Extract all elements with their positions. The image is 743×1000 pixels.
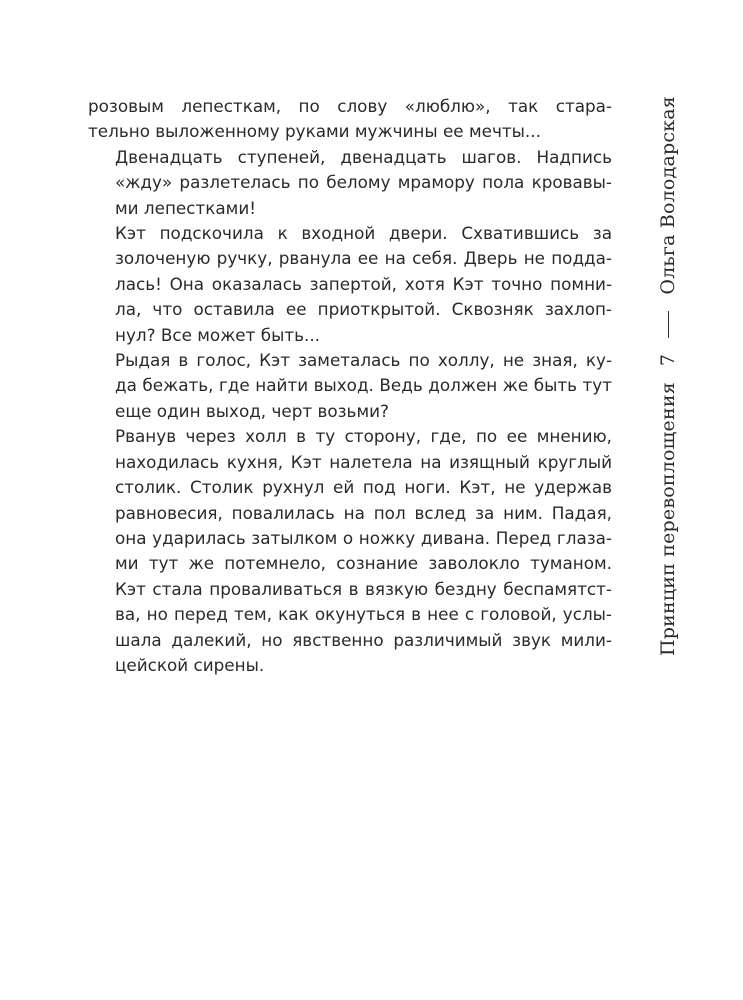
line-row [88,94,612,119]
line-row [88,145,612,170]
line-row [88,297,612,322]
line-row [88,450,612,475]
line-row [88,196,612,221]
text-line: Рыдая в голос, Кэт заметалась по холлу, не зная, ку- [115,350,612,371]
text-line: ва, но перед тем, как окунуться в нее с головой, услы- [115,604,612,625]
text-line: равновесия, повалилась на пол вслед за ним. Падая, [115,502,612,523]
line-row [88,628,612,653]
text-line: тельно выложенному руками мужчины ее мечты... [88,121,541,142]
running-head-divider [668,311,669,338]
text-line: да бежать, где найти выход. Ведь должен же быть тут [115,375,612,396]
line-row [88,170,612,195]
line-row [88,653,612,678]
line-row [88,246,612,271]
line-row [88,272,612,297]
text-line: цейской сирены. [115,654,265,675]
text-line: Рванув через холл в ту сторону, где, по ее мнению, [115,426,612,447]
text-line: Кэт стала проваливаться в вязкую бездну беспамятст- [115,578,612,599]
text-line: нул? Все может быть... [115,324,321,345]
line-row [88,551,612,576]
body-text [88,94,612,678]
page-number: 7 [657,354,679,367]
text-line: еще один выход, черт возьми? [115,400,389,421]
text-line: лась! Она оказалась запертой, хотя Кэт точно помни- [115,273,612,294]
text-line: ла, что оставила ее приоткрытой. Сквозняк захлоп- [115,299,612,320]
text-line: ми лепестками! [115,197,256,218]
paragraph [88,221,612,348]
text-line: она ударилась затылком о ножку дивана. Перед глаза- [115,527,612,548]
line-row [88,602,612,627]
running-head-line [648,96,688,656]
line-row [88,323,612,348]
line-row [88,475,612,500]
text-line: Двенадцать ступеней, двенадцать шагов. Надпись [115,146,612,167]
line-row [88,348,612,373]
text-line: золоченую ручку, рванула ее на себя. Дверь не подда- [115,248,612,269]
paragraph [88,348,612,424]
line-row [88,399,612,424]
text-line: ми тут же потемнело, сознание заволокло туманом. [115,553,612,574]
text-line: шала далекий, но явственно различимый звук мили- [115,629,612,650]
book-title: Принцип перевоплощения [657,382,679,656]
line-row [88,526,612,551]
paragraph [88,145,612,221]
paragraph [88,424,612,678]
text-line: «жду» разлетелась по белому мрамору пола кровавы- [115,172,612,193]
text-line: Кэт подскочила к входной двери. Схватившись за [115,223,612,244]
line-row [88,577,612,602]
paragraph [88,94,612,145]
line-row [88,501,612,526]
line-row [88,424,612,449]
text-line: столик. Столик рухнул ей под ноги. Кэт, не удержав [115,477,612,498]
line-row [88,221,612,246]
running-head [648,96,688,656]
text-line: находилась кухня, Кэт налетела на изящный круглый [115,451,612,472]
line-row [88,119,612,144]
line-row [88,373,612,398]
author-name: Ольга Володарская [657,96,679,295]
text-line: розовым лепесткам, по слову «люблю», так стара- [88,96,612,116]
